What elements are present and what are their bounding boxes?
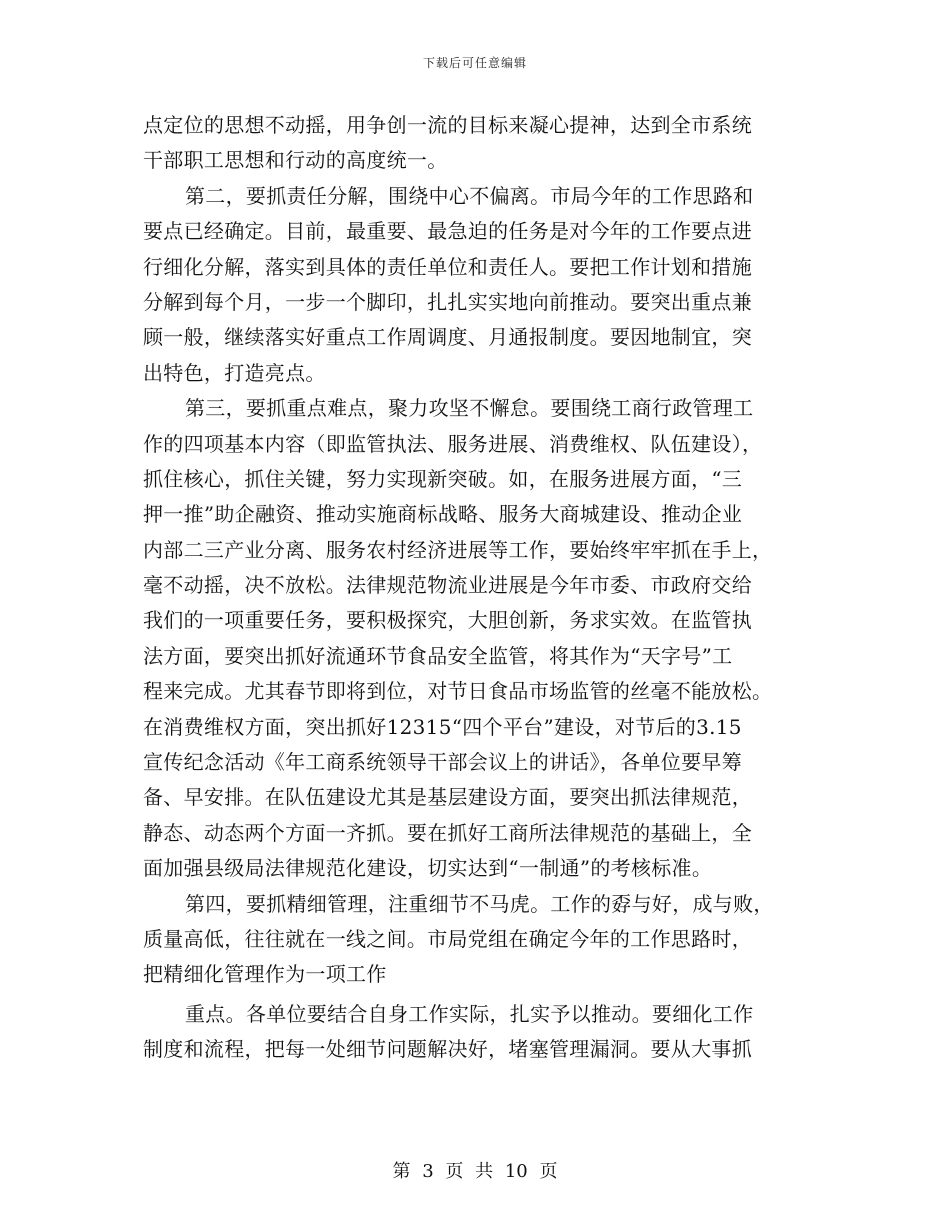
text-line: 要点已经确定。目前，最重要、最急迫的任务是对今年的工作要点进 (143, 219, 752, 244)
text-line: 静态、动态两个方面一齐抓。要在抓好工商所法律规范的基础上，全 (143, 820, 752, 845)
text-line: 押一推”助企融资、推动实施商标战略、服务大商城建设、推动企业 (143, 502, 743, 527)
paragraph-start-line: 第四，要抓精细管理，注重细节不马虎。工作的孬与好，成与败， (185, 891, 774, 916)
text-line: 出特色，打造亮点。 (143, 360, 326, 385)
text-line: 备、早安排。在队伍建设尤其是基层建设方面，要突出抓法律规范， (143, 785, 752, 810)
text-line: 干部职工思想和行动的高度统一。 (143, 148, 448, 173)
text-line: 毫不动摇，决不放松。法律规范物流业进展是今年市委、市政府交给 (143, 573, 752, 598)
text-line: 程来完成。尤其春节即将到位，对节日食品市场监管的丝毫不能放松。 (143, 679, 773, 704)
text-line: 制度和流程，把每一处细节问题解决好，堵塞管理漏洞。要从大事抓 (143, 1037, 752, 1062)
text-line: 我们的一项重要任务，要积极探究，大胆创新，务求实效。在监管执 (143, 608, 752, 633)
text-line: 在消费维权方面，突出抓好12315“四个平台”建设，对节后的3.15 (143, 714, 742, 739)
paragraph-start-line: 第三，要抓重点难点，聚力攻坚不懈怠。要围绕工商行政管理工 (185, 396, 754, 421)
paragraph-start-line: 重点。各单位要结合自身工作实际，扎实予以推动。要细化工作 (185, 1001, 754, 1026)
text-line: 把精细化管理作为一项工作 (143, 962, 387, 987)
text-line: 分解到每个月，一步一个脚印，扎扎实实地向前推动。要突出重点兼 (143, 289, 752, 314)
text-line: 法方面，要突出抓好流通环节食品安全监管，将其作为“天字号”工 (143, 643, 733, 668)
text-line: 内部二三产业分离、服务农村经济进展等工作，要始终牢牢抓在手上， (143, 537, 773, 562)
page-number-footer: 第 3 页 共 10 页 (392, 1161, 558, 1182)
text-line: 抓住核心，抓住关键，努力实现新突破。如，在服务进展方面，“三 (143, 466, 743, 491)
text-line: 作的四项基本内容（即监管执法、服务进展、消费维权、队伍建设）， (143, 431, 763, 456)
text-line: 质量高低，往往就在一线之间。市局党组在确定今年的工作思路时， (143, 926, 752, 951)
document-body (143, 108, 803, 1068)
text-line: 面加强县级局法律规范化建设，切实达到“一制通”的考核标准。 (143, 856, 713, 881)
paragraph-start-line: 第二，要抓责任分解，围绕中心不偏离。市局今年的工作思路和 (185, 183, 754, 208)
text-line: 顾一般，继续落实好重点工作周调度、月通报制度。要因地制宜，突 (143, 325, 752, 350)
text-line: 宣传纪念活动《年工商系统领导干部会议上的讲话》，各单位要早筹 (143, 750, 742, 775)
page-header: 下载后可任意编辑 (422, 56, 527, 70)
text-line: 行细化分解，落实到具体的责任单位和责任人。要把工作计划和措施 (143, 254, 752, 279)
text-line: 点定位的思想不动摇，用争创一流的目标来凝心提神，达到全市系统 (143, 113, 752, 137)
